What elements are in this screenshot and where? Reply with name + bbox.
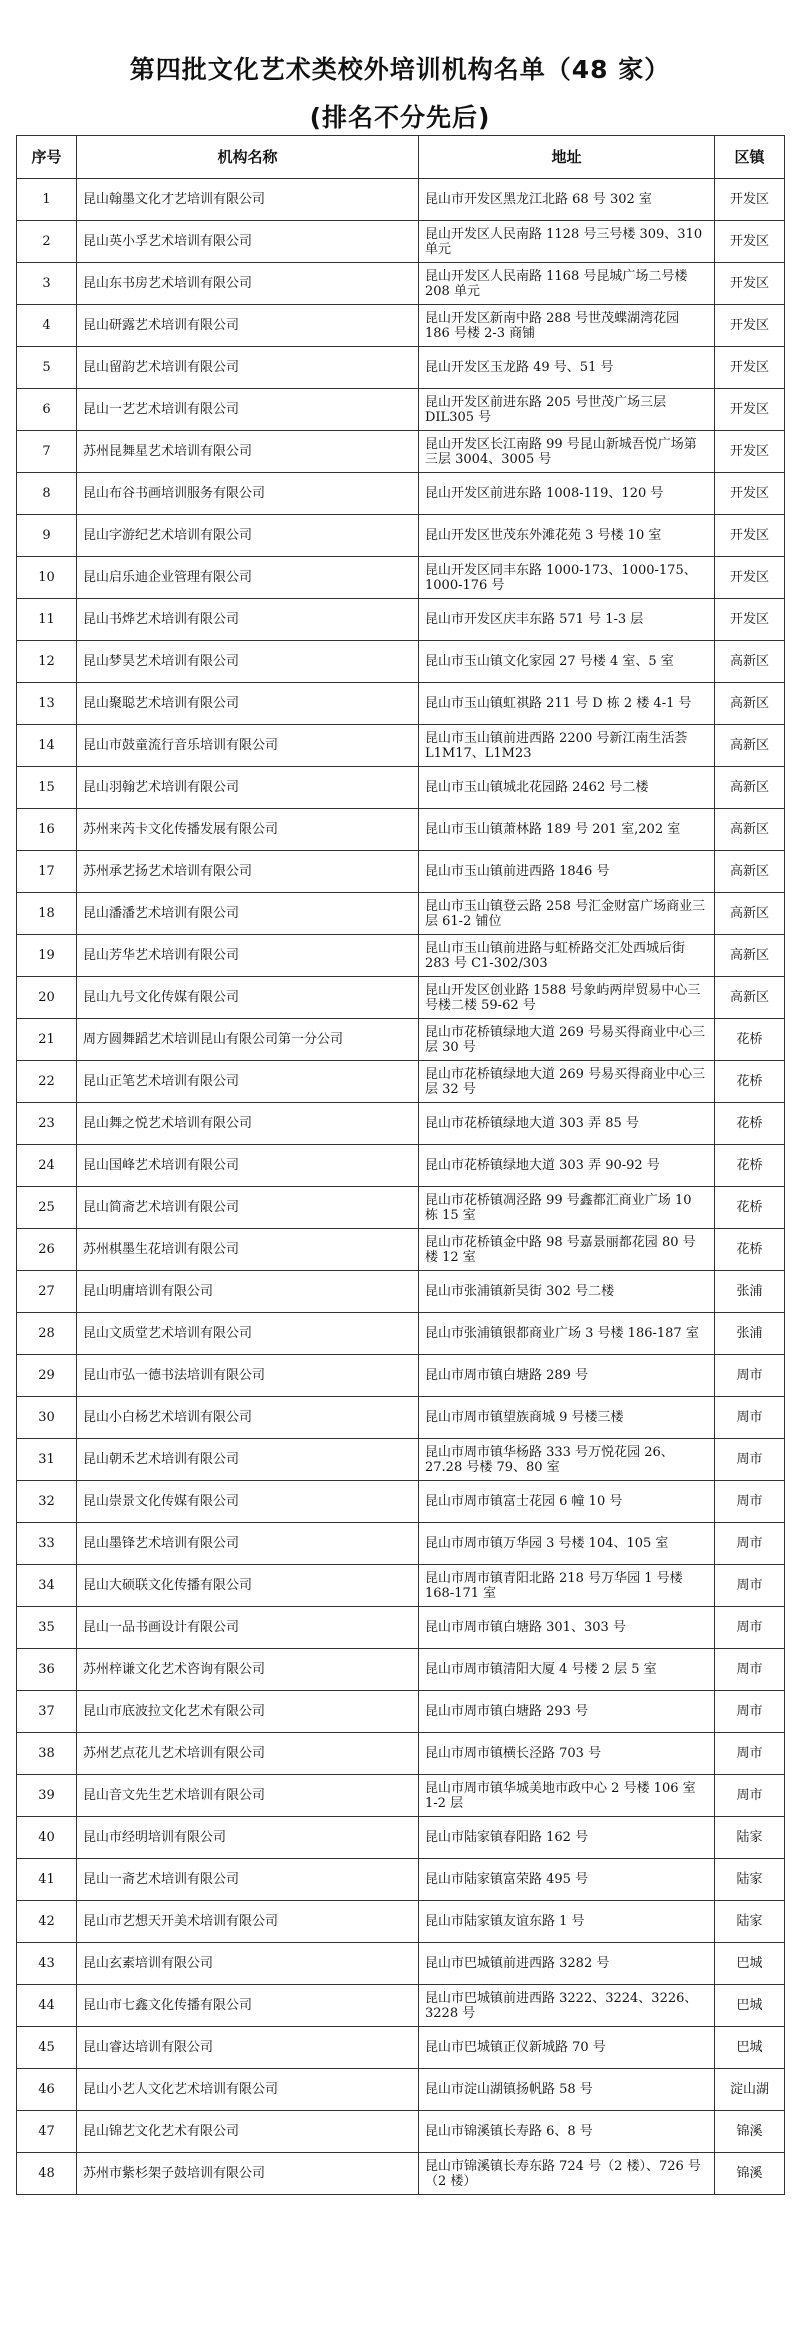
address-cell: 昆山开发区新南中路 288 号世茂蝶湖湾花园 186 号楼 2-3 商铺 — [419, 305, 715, 347]
institution-name-cell: 昆山布谷书画培训服务有限公司 — [77, 473, 419, 515]
institution-name-cell: 昆山研露艺术培训有限公司 — [77, 305, 419, 347]
institution-name-cell: 周方圆舞蹈艺术培训昆山有限公司第一分公司 — [77, 1019, 419, 1061]
institution-name-cell: 昆山墨锋艺术培训有限公司 — [77, 1523, 419, 1565]
institution-name-cell: 昆山小艺人文化艺术培训有限公司 — [77, 2069, 419, 2111]
table-row — [17, 851, 785, 893]
serial-number-cell: 34 — [17, 1565, 77, 1607]
institution-table — [16, 135, 785, 2195]
institution-name-cell: 昆山聚聪艺术培训有限公司 — [77, 683, 419, 725]
address-cell: 昆山市花桥镇绿地大道 303 弄 90-92 号 — [419, 1145, 715, 1187]
institution-name-cell: 昆山留韵艺术培训有限公司 — [77, 347, 419, 389]
serial-number-cell: 47 — [17, 2111, 77, 2153]
table-row — [17, 1649, 785, 1691]
table-row — [17, 1775, 785, 1817]
table-row — [17, 431, 785, 473]
serial-number-cell: 44 — [17, 1985, 77, 2027]
serial-number-cell: 28 — [17, 1313, 77, 1355]
table-row — [17, 977, 785, 1019]
institution-name-cell: 昆山英小孚艺术培训有限公司 — [77, 221, 419, 263]
table-row — [17, 1943, 785, 1985]
institution-name-cell: 昆山正笔艺术培训有限公司 — [77, 1061, 419, 1103]
table-row — [17, 1607, 785, 1649]
institution-name-cell: 苏州市紫杉架子鼓培训有限公司 — [77, 2153, 419, 2195]
table-row — [17, 1817, 785, 1859]
address-cell: 昆山市周市镇白塘路 301、303 号 — [419, 1607, 715, 1649]
institution-name-cell: 昆山国峰艺术培训有限公司 — [77, 1145, 419, 1187]
district-cell: 花桥 — [715, 1229, 785, 1271]
address-cell: 昆山市花桥镇凋泾路 99 号鑫都汇商业广场 10 栋 15 室 — [419, 1187, 715, 1229]
institution-name-cell: 昆山市底波拉文化艺术有限公司 — [77, 1691, 419, 1733]
serial-number-cell: 17 — [17, 851, 77, 893]
address-cell: 昆山市张浦镇新吴街 302 号二楼 — [419, 1271, 715, 1313]
table-row — [17, 767, 785, 809]
table-row — [17, 1271, 785, 1313]
table-row — [17, 1229, 785, 1271]
district-cell: 周市 — [715, 1649, 785, 1691]
district-cell: 巴城 — [715, 1943, 785, 1985]
serial-number-cell: 21 — [17, 1019, 77, 1061]
institution-name-cell: 昆山一品书画设计有限公司 — [77, 1607, 419, 1649]
district-cell: 锦溪 — [715, 2153, 785, 2195]
table-row — [17, 683, 785, 725]
district-cell: 陆家 — [715, 1817, 785, 1859]
district-cell: 开发区 — [715, 305, 785, 347]
address-cell: 昆山市玉山镇文化家园 27 号楼 4 室、5 室 — [419, 641, 715, 683]
district-cell: 陆家 — [715, 1859, 785, 1901]
institution-name-cell: 昆山睿达培训有限公司 — [77, 2027, 419, 2069]
table-row — [17, 1523, 785, 1565]
address-cell: 昆山开发区人民南路 1128 号三号楼 309、310 单元 — [419, 221, 715, 263]
district-cell: 开发区 — [715, 557, 785, 599]
institution-name-cell: 昆山羽翰艺术培训有限公司 — [77, 767, 419, 809]
table-row — [17, 263, 785, 305]
header-district: 区镇 — [715, 136, 785, 179]
district-cell: 高新区 — [715, 641, 785, 683]
institution-name-cell: 昆山明庸培训有限公司 — [77, 1271, 419, 1313]
serial-number-cell: 24 — [17, 1145, 77, 1187]
serial-number-cell: 45 — [17, 2027, 77, 2069]
institution-name-cell: 昆山字游纪艺术培训有限公司 — [77, 515, 419, 557]
table-row — [17, 1145, 785, 1187]
serial-number-cell: 14 — [17, 725, 77, 767]
address-cell: 昆山市玉山镇登云路 258 号汇金财富广场商业三层 61-2 铺位 — [419, 893, 715, 935]
institution-name-cell: 苏州昆舞星艺术培训有限公司 — [77, 431, 419, 473]
address-cell: 昆山市开发区黑龙江北路 68 号 302 室 — [419, 179, 715, 221]
serial-number-cell: 26 — [17, 1229, 77, 1271]
district-cell: 花桥 — [715, 1061, 785, 1103]
table-row — [17, 1187, 785, 1229]
serial-number-cell: 48 — [17, 2153, 77, 2195]
institution-name-cell: 昆山潘潘艺术培训有限公司 — [77, 893, 419, 935]
serial-number-cell: 41 — [17, 1859, 77, 1901]
institution-name-cell: 昆山小白杨艺术培训有限公司 — [77, 1397, 419, 1439]
address-cell: 昆山市花桥镇绿地大道 269 号易买得商业中心三层 32 号 — [419, 1061, 715, 1103]
institution-name-cell: 昆山九号文化传媒有限公司 — [77, 977, 419, 1019]
serial-number-cell: 20 — [17, 977, 77, 1019]
district-cell: 周市 — [715, 1691, 785, 1733]
district-cell: 开发区 — [715, 347, 785, 389]
district-cell: 淀山湖 — [715, 2069, 785, 2111]
institution-name-cell: 昆山舞之悦艺术培训有限公司 — [77, 1103, 419, 1145]
address-cell: 昆山开发区长江南路 99 号昆山新城吾悦广场第三层 3004、3005 号 — [419, 431, 715, 473]
table-row — [17, 1691, 785, 1733]
address-cell: 昆山市陆家镇春阳路 162 号 — [419, 1817, 715, 1859]
table-header-row — [17, 136, 785, 179]
address-cell: 昆山市周市镇华城美地市政中心 2 号楼 106 室 1-2 层 — [419, 1775, 715, 1817]
institution-name-cell: 昆山梦昊艺术培训有限公司 — [77, 641, 419, 683]
district-cell: 周市 — [715, 1523, 785, 1565]
district-cell: 周市 — [715, 1481, 785, 1523]
institution-name-cell: 昆山音文先生艺术培训有限公司 — [77, 1775, 419, 1817]
address-cell: 昆山市周市镇清阳大厦 4 号楼 2 层 5 室 — [419, 1649, 715, 1691]
district-cell: 开发区 — [715, 473, 785, 515]
address-cell: 昆山市玉山镇前进西路 2200 号新江南生活荟 L1M17、L1M23 — [419, 725, 715, 767]
district-cell: 花桥 — [715, 1019, 785, 1061]
serial-number-cell: 32 — [17, 1481, 77, 1523]
address-cell: 昆山市玉山镇城北花园路 2462 号二楼 — [419, 767, 715, 809]
address-cell: 昆山市玉山镇萧林路 189 号 201 室,202 室 — [419, 809, 715, 851]
page-subtitle: (排名不分先后) — [309, 103, 491, 132]
serial-number-cell: 13 — [17, 683, 77, 725]
district-cell: 高新区 — [715, 935, 785, 977]
serial-number-cell: 37 — [17, 1691, 77, 1733]
table-row — [17, 1565, 785, 1607]
address-cell: 昆山市周市镇白塘路 289 号 — [419, 1355, 715, 1397]
institution-name-cell: 昆山大硕联文化传播有限公司 — [77, 1565, 419, 1607]
address-cell: 昆山市周市镇白塘路 293 号 — [419, 1691, 715, 1733]
address-cell: 昆山开发区世茂东外滩花苑 3 号楼 10 室 — [419, 515, 715, 557]
district-cell: 周市 — [715, 1355, 785, 1397]
table-row — [17, 1313, 785, 1355]
institution-name-cell: 昆山市七鑫文化传播有限公司 — [77, 1985, 419, 2027]
table-row — [17, 305, 785, 347]
serial-number-cell: 5 — [17, 347, 77, 389]
serial-number-cell: 31 — [17, 1439, 77, 1481]
district-cell: 高新区 — [715, 767, 785, 809]
serial-number-cell: 39 — [17, 1775, 77, 1817]
institution-name-cell: 昆山简斋艺术培训有限公司 — [77, 1187, 419, 1229]
district-cell: 周市 — [715, 1733, 785, 1775]
address-cell: 昆山开发区人民南路 1168 号昆城广场二号楼 208 单元 — [419, 263, 715, 305]
table-row — [17, 1019, 785, 1061]
address-cell: 昆山市锦溪镇长寿路 6、8 号 — [419, 2111, 715, 2153]
address-cell: 昆山市巴城镇正仪新城路 70 号 — [419, 2027, 715, 2069]
serial-number-cell: 19 — [17, 935, 77, 977]
table-row — [17, 347, 785, 389]
table-row — [17, 2153, 785, 2195]
address-cell: 昆山市玉山镇虹祺路 211 号 D 栋 2 楼 4-1 号 — [419, 683, 715, 725]
header-institution-name: 机构名称 — [77, 136, 419, 179]
address-cell: 昆山市巴城镇前进西路 3282 号 — [419, 1943, 715, 1985]
address-cell: 昆山市张浦镇银都商业广场 3 号楼 186-187 室 — [419, 1313, 715, 1355]
institution-name-cell: 昆山朝禾艺术培训有限公司 — [77, 1439, 419, 1481]
address-cell: 昆山开发区前进东路 205 号世茂广场三层 DIL305 号 — [419, 389, 715, 431]
table-row — [17, 389, 785, 431]
district-cell: 开发区 — [715, 515, 785, 557]
serial-number-cell: 11 — [17, 599, 77, 641]
page-title: 第四批文化艺术类校外培训机构名单（48 家） — [129, 55, 671, 84]
serial-number-cell: 1 — [17, 179, 77, 221]
table-row — [17, 1859, 785, 1901]
serial-number-cell: 25 — [17, 1187, 77, 1229]
serial-number-cell: 42 — [17, 1901, 77, 1943]
address-cell: 昆山开发区创业路 1588 号象屿两岸贸易中心三号楼二楼 59-62 号 — [419, 977, 715, 1019]
institution-name-cell: 苏州来芮卡文化传播发展有限公司 — [77, 809, 419, 851]
table-row — [17, 1985, 785, 2027]
table-row — [17, 1061, 785, 1103]
address-cell: 昆山开发区前进东路 1008-119、120 号 — [419, 473, 715, 515]
district-cell: 周市 — [715, 1775, 785, 1817]
serial-number-cell: 3 — [17, 263, 77, 305]
district-cell: 开发区 — [715, 431, 785, 473]
table-row — [17, 179, 785, 221]
address-cell: 昆山市玉山镇前进路与虹桥路交汇处西城后街 283 号 C1-302/303 — [419, 935, 715, 977]
district-cell: 开发区 — [715, 389, 785, 431]
district-cell: 张浦 — [715, 1271, 785, 1313]
serial-number-cell: 43 — [17, 1943, 77, 1985]
table-row — [17, 1481, 785, 1523]
institution-name-cell: 昆山市弘一德书法培训有限公司 — [77, 1355, 419, 1397]
address-cell: 昆山市陆家镇富荣路 495 号 — [419, 1859, 715, 1901]
institution-name-cell: 苏州梓谦文化艺术咨询有限公司 — [77, 1649, 419, 1691]
table-row — [17, 2027, 785, 2069]
address-cell: 昆山市周市镇万华园 3 号楼 104、105 室 — [419, 1523, 715, 1565]
table-body — [17, 179, 785, 2195]
serial-number-cell: 8 — [17, 473, 77, 515]
address-cell: 昆山市开发区庆丰东路 571 号 1-3 层 — [419, 599, 715, 641]
district-cell: 高新区 — [715, 851, 785, 893]
institution-name-cell: 昆山启乐迪企业管理有限公司 — [77, 557, 419, 599]
district-cell: 周市 — [715, 1397, 785, 1439]
serial-number-cell: 15 — [17, 767, 77, 809]
institution-name-cell: 昆山一艺艺术培训有限公司 — [77, 389, 419, 431]
institution-name-cell: 苏州承艺扬艺术培训有限公司 — [77, 851, 419, 893]
institution-name-cell: 昆山锦艺文化艺术有限公司 — [77, 2111, 419, 2153]
serial-number-cell: 7 — [17, 431, 77, 473]
district-cell: 高新区 — [715, 725, 785, 767]
district-cell: 周市 — [715, 1439, 785, 1481]
district-cell: 开发区 — [715, 263, 785, 305]
table-row — [17, 809, 785, 851]
serial-number-cell: 27 — [17, 1271, 77, 1313]
district-cell: 周市 — [715, 1607, 785, 1649]
institution-name-cell: 苏州棋墨生花培训有限公司 — [77, 1229, 419, 1271]
institution-name-cell: 昆山市艺想天开美术培训有限公司 — [77, 1901, 419, 1943]
serial-number-cell: 30 — [17, 1397, 77, 1439]
table-row — [17, 515, 785, 557]
address-cell: 昆山市周市镇华杨路 333 号万悦花园 26、27.28 号楼 79、80 室 — [419, 1439, 715, 1481]
address-cell: 昆山市花桥镇绿地大道 269 号易买得商业中心三层 30 号 — [419, 1019, 715, 1061]
district-cell: 花桥 — [715, 1187, 785, 1229]
table-row — [17, 1103, 785, 1145]
table-row — [17, 221, 785, 263]
serial-number-cell: 12 — [17, 641, 77, 683]
district-cell: 周市 — [715, 1565, 785, 1607]
address-cell: 昆山市玉山镇前进西路 1846 号 — [419, 851, 715, 893]
serial-number-cell: 6 — [17, 389, 77, 431]
serial-number-cell: 10 — [17, 557, 77, 599]
institution-name-cell: 苏州艺点花儿艺术培训有限公司 — [77, 1733, 419, 1775]
table-row — [17, 2111, 785, 2153]
district-cell: 高新区 — [715, 683, 785, 725]
institution-name-cell: 昆山崇景文化传媒有限公司 — [77, 1481, 419, 1523]
serial-number-cell: 29 — [17, 1355, 77, 1397]
district-cell: 陆家 — [715, 1901, 785, 1943]
institution-name-cell: 昆山一斋艺术培训有限公司 — [77, 1859, 419, 1901]
address-cell: 昆山市淀山湖镇扬帆路 58 号 — [419, 2069, 715, 2111]
table-row — [17, 935, 785, 977]
table-row — [17, 599, 785, 641]
serial-number-cell: 23 — [17, 1103, 77, 1145]
serial-number-cell: 18 — [17, 893, 77, 935]
address-cell: 昆山开发区玉龙路 49 号、51 号 — [419, 347, 715, 389]
table-row — [17, 641, 785, 683]
serial-number-cell: 46 — [17, 2069, 77, 2111]
serial-number-cell: 16 — [17, 809, 77, 851]
address-cell: 昆山市周市镇横长泾路 703 号 — [419, 1733, 715, 1775]
district-cell: 高新区 — [715, 977, 785, 1019]
serial-number-cell: 33 — [17, 1523, 77, 1565]
district-cell: 高新区 — [715, 893, 785, 935]
header-address: 地址 — [419, 136, 715, 179]
serial-number-cell: 2 — [17, 221, 77, 263]
table-row — [17, 1355, 785, 1397]
address-cell: 昆山市花桥镇金中路 98 号嘉景丽都花园 80 号楼 12 室 — [419, 1229, 715, 1271]
institution-name-cell: 昆山市经明培训有限公司 — [77, 1817, 419, 1859]
institution-name-cell: 昆山芳华艺术培训有限公司 — [77, 935, 419, 977]
address-cell: 昆山市周市镇富士花园 6 幢 10 号 — [419, 1481, 715, 1523]
serial-number-cell: 36 — [17, 1649, 77, 1691]
serial-number-cell: 9 — [17, 515, 77, 557]
table-row — [17, 1733, 785, 1775]
address-cell: 昆山市锦溪镇长寿东路 724 号（2 楼）、726 号（2 楼） — [419, 2153, 715, 2195]
header-serial-number: 序号 — [17, 136, 77, 179]
district-cell: 高新区 — [715, 809, 785, 851]
district-cell: 开发区 — [715, 599, 785, 641]
district-cell: 巴城 — [715, 2027, 785, 2069]
district-cell: 开发区 — [715, 179, 785, 221]
table-row — [17, 893, 785, 935]
table-row — [17, 2069, 785, 2111]
table-row — [17, 1901, 785, 1943]
serial-number-cell: 40 — [17, 1817, 77, 1859]
serial-number-cell: 38 — [17, 1733, 77, 1775]
district-cell: 花桥 — [715, 1103, 785, 1145]
address-cell: 昆山市巴城镇前进西路 3222、3224、3226、3228 号 — [419, 1985, 715, 2027]
serial-number-cell: 22 — [17, 1061, 77, 1103]
institution-name-cell: 昆山书烨艺术培训有限公司 — [77, 599, 419, 641]
district-cell: 锦溪 — [715, 2111, 785, 2153]
address-cell: 昆山市陆家镇友谊东路 1 号 — [419, 1901, 715, 1943]
district-cell: 花桥 — [715, 1145, 785, 1187]
table-row — [17, 1397, 785, 1439]
table-row — [17, 557, 785, 599]
institution-name-cell: 昆山翰墨文化才艺培训有限公司 — [77, 179, 419, 221]
address-cell: 昆山市周市镇青阳北路 218 号万华园 1 号楼 168-171 室 — [419, 1565, 715, 1607]
institution-name-cell: 昆山玄素培训有限公司 — [77, 1943, 419, 1985]
institution-name-cell: 昆山东书房艺术培训有限公司 — [77, 263, 419, 305]
table-row — [17, 1439, 785, 1481]
serial-number-cell: 35 — [17, 1607, 77, 1649]
table-row — [17, 473, 785, 515]
institution-name-cell: 昆山文质堂艺术培训有限公司 — [77, 1313, 419, 1355]
serial-number-cell: 4 — [17, 305, 77, 347]
address-cell: 昆山开发区同丰东路 1000-173、1000-175、1000-176 号 — [419, 557, 715, 599]
address-cell: 昆山市花桥镇绿地大道 303 弄 85 号 — [419, 1103, 715, 1145]
table-row — [17, 725, 785, 767]
district-cell: 张浦 — [715, 1313, 785, 1355]
district-cell: 巴城 — [715, 1985, 785, 2027]
district-cell: 开发区 — [715, 221, 785, 263]
institution-name-cell: 昆山市鼓童流行音乐培训有限公司 — [77, 725, 419, 767]
address-cell: 昆山市周市镇望族商城 9 号楼三楼 — [419, 1397, 715, 1439]
